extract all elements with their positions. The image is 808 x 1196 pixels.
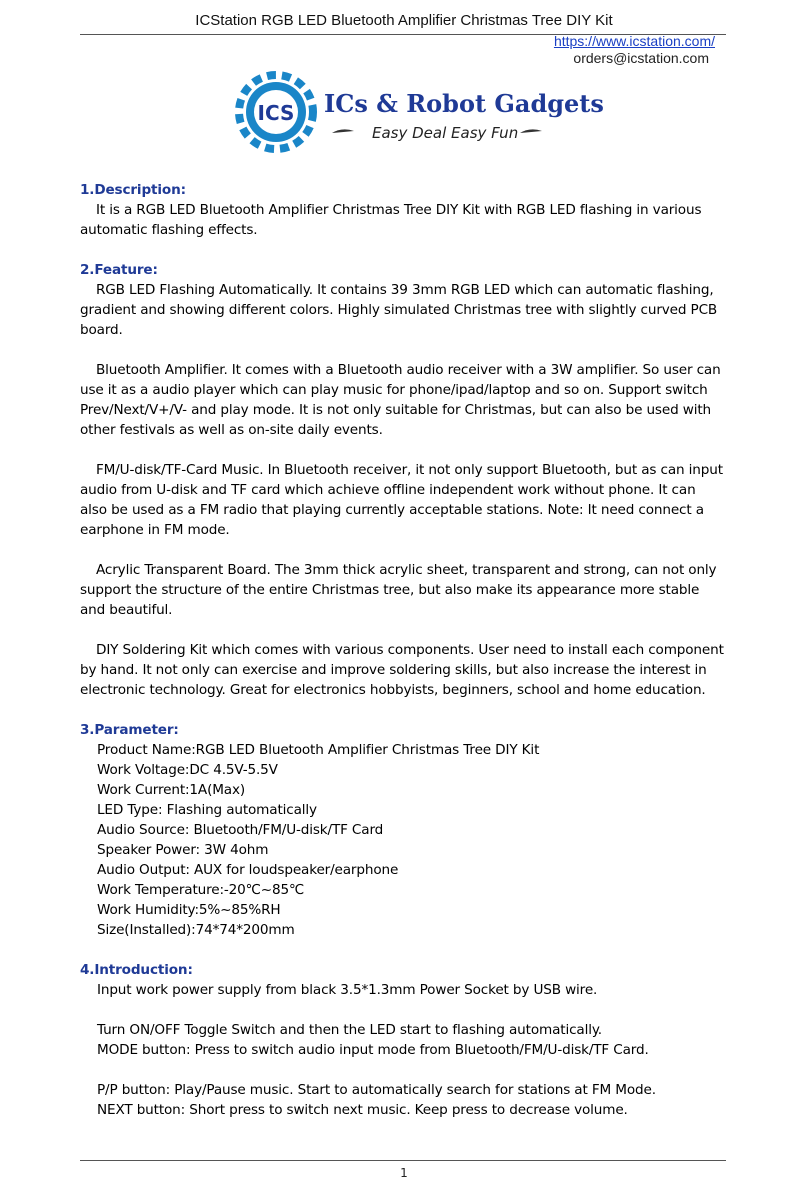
feature-heading: 2.Feature: <box>80 262 158 278</box>
parameter-item: Work Voltage:DC 4.5V-5.5V <box>97 762 278 778</box>
parameter-list <box>80 740 725 940</box>
document-header-title: ICStation RGB LED Bluetooth Amplifier Christmas Tree DIY Kit <box>195 12 613 29</box>
description-text: It is a RGB LED Bluetooth Amplifier Christmas Tree DIY Kit with RGB LED flashing in various automatic flashing effects. <box>80 202 702 238</box>
parameter-item: Audio Output: AUX for loudspeaker/earphone <box>97 862 399 878</box>
intro-pp-line: P/P button: Play/Pause music. Start to automatically search for stations at FM Mode. <box>97 1082 656 1098</box>
website-link[interactable]: https://www.icstation.com/ <box>553 33 715 49</box>
logo-brand-name: ICs & Robot Gadgets <box>324 89 604 118</box>
footer-divider <box>80 1160 726 1161</box>
parameter-item: Audio Source: Bluetooth/FM/U-disk/TF Card <box>97 822 384 838</box>
intro-next-line: NEXT button: Short press to switch next music. Keep press to decrease volume. <box>97 1102 628 1118</box>
feature-bluetooth: Bluetooth Amplifier. It comes with a Bluetooth audio receiver with a 3W amplifier. So user can use it as a audio player which can play music for phone/ipad/laptop and so on. Support switch Prev/Next/V+/V- and play mode. It is not only suitable for Christmas, but can also be used with other festivals as well as on-site daily events. <box>80 362 721 438</box>
parameter-item: Work Humidity:5%~85%RH <box>97 902 281 918</box>
swoosh-right-icon <box>520 129 542 133</box>
introduction-heading: 4.Introduction: <box>80 962 193 978</box>
page-number: 1 <box>400 1166 408 1180</box>
introduction-list <box>80 980 725 1120</box>
feature-diy-soldering: DIY Soldering Kit which comes with various components. User need to install each component by hand. It not only can exercise and improve soldering skills, but also increase the interest in electronic technology. Great for electronics hobbyists, beginners, school and home education. <box>80 642 724 698</box>
swoosh-left-icon <box>332 129 354 133</box>
parameter-item: Product Name:RGB LED Bluetooth Amplifier Christmas Tree DIY Kit <box>97 742 540 758</box>
parameter-item: Work Current:1A(Max) <box>97 782 246 798</box>
intro-toggle-line: Turn ON/OFF Toggle Switch and then the LED start to flashing automatically. <box>97 1022 602 1038</box>
description-heading: 1.Description: <box>80 182 186 198</box>
logo-tagline: Easy Deal Easy Fun <box>372 124 519 142</box>
feature-rgb-led: RGB LED Flashing Automatically. It contains 39 3mm RGB LED which can automatic flashing, gradient and showing different colors. Highly simulated Christmas tree with slightly curved PCB board. <box>80 282 718 338</box>
intro-mode-line: MODE button: Press to switch audio input mode from Bluetooth/FM/U-disk/TF Card. <box>97 1042 649 1058</box>
parameter-heading: 3.Parameter: <box>80 722 179 738</box>
company-logo <box>236 70 604 156</box>
parameter-item: Speaker Power: 3W 4ohm <box>97 842 269 858</box>
document-body <box>80 180 725 1120</box>
feature-fm-music: FM/U-disk/TF-Card Music. In Bluetooth receiver, it not only support Bluetooth, but as can input audio from U-disk and TF card which achieve offline independent work without phone. It can also be used as a FM radio that playing currently acceptable stations. Note: It need connect a earphone in FM mode. <box>80 462 723 538</box>
parameter-item: LED Type: Flashing automatically <box>97 802 317 818</box>
intro-power-line: Input work power supply from black 3.5*1.3mm Power Socket by USB wire. <box>97 982 598 998</box>
feature-acrylic-board: Acrylic Transparent Board. The 3mm thick acrylic sheet, transparent and strong, can not only support the structure of the entire Christmas tree, but also make its appearance more stable and beautiful. <box>80 562 717 618</box>
contact-email: orders@icstation.com <box>573 50 709 66</box>
parameter-item: Size(Installed):74*74*200mm <box>97 922 295 938</box>
logo-badge-text: ICS <box>257 101 295 125</box>
parameter-item: Work Temperature:-20℃~85℃ <box>97 882 305 898</box>
